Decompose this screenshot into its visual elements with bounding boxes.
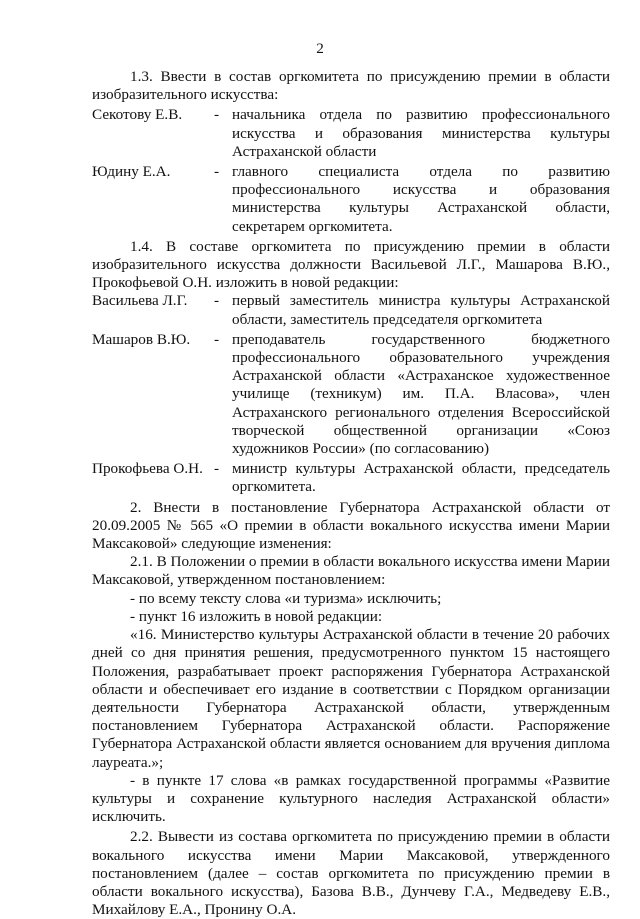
paragraph-1-4-intro: 1.4. В составе оргкомитета по присуждению премии в области изобразительного искусства должности Васильевой Л.Г., Машарова В.Ю., Прокофьевой О.Н. изложить в новой редакции: <box>92 237 610 292</box>
member-dash: - <box>214 292 220 310</box>
paragraph-1-3-intro: 1.3. Ввести в состав оргкомитета по присуждению премии в области изобразительного искусства: <box>92 68 610 104</box>
member-row <box>92 163 610 236</box>
member-name: Юдину Е.А. <box>92 163 171 181</box>
member-dash: - <box>214 106 220 124</box>
paragraph-2-1-quote: «16. Министерство культуры Астраханской области в течение 20 рабочих дней со дня принятия решения, предусмотренного пунктом 15 настоящего Положения, разрабатывает проект распоряжения Губернатора Астраханской области и обеспечивает его издание в соответствии с Порядком организации деятельности Губернатора Астраханской области, утвержденным постановлением Губернатора Астраханской области. Распоряжение Губернатора Астраханской области является основанием для вручения диплома лауреата.»; <box>92 626 610 771</box>
paragraph-2-2: 2.2. Вывести из состава оргкомитета по присуждению премии в области вокального искусства имени Марии Максаковой, утвержденного постановлением (далее – состав оргкомитета по присуждению премии в области вокального искусства), Базова В.В., Дунчеву Г.А., Медведеву Е.В., Михайлову Е.А., Пронину О.А. <box>92 828 610 919</box>
member-position: министр культуры Астраханской области, председатель оргкомитета. <box>232 460 610 496</box>
member-dash: - <box>214 163 220 181</box>
member-list-1-3 <box>92 106 610 235</box>
paragraph-2-1-item-b: - пункт 16 изложить в новой редакции: <box>130 607 383 625</box>
member-position: главного специалиста отдела по развитию профессионального искусства и образования министерства культуры Астраханской области, секретарем оргкомитета. <box>232 163 610 235</box>
member-position: преподаватель государственного бюджетного профессионального образовательного учреждения Астраханской области «Астраханское художественное училище (техникум) им. П.А. Власова», член Астраханского регионального отделения Всероссийской творческой общественной организации «Союз художников России» (по согласованию) <box>232 330 610 458</box>
page-number: 2 <box>316 40 324 57</box>
member-dash: - <box>214 330 220 348</box>
paragraph-2-1-item-a: - по всему тексту слова «и туризма» исключить; <box>130 589 442 607</box>
document-body <box>92 68 610 919</box>
member-list-1-4 <box>92 292 610 496</box>
member-name: Прокофьева О.Н. <box>92 460 203 478</box>
member-name: Машаров В.Ю. <box>92 330 191 348</box>
member-name: Секотову Е.В. <box>92 106 183 124</box>
member-position: первый заместитель министра культуры Астраханской области, заместитель председателя оргкомитета <box>232 292 610 328</box>
member-row <box>92 460 610 496</box>
member-row <box>92 292 610 328</box>
paragraph-2: 2. Внести в постановление Губернатора Астраханской области от 20.09.2005 № 565 «О премии в области вокального искусства имени Марии Максаковой» следующие изменения: <box>92 498 610 553</box>
member-position: начальника отдела по развитию профессионального искусства и образования министерства культуры Астраханской области <box>232 106 610 160</box>
member-row <box>92 331 610 458</box>
member-name: Васильева Л.Г. <box>92 292 188 310</box>
paragraph-2-1-item-c: - в пункте 17 слова «в рамках государственной программы «Развитие культуры и сохранение культурного наследия Астраханской области» исключить. <box>92 771 610 826</box>
member-row <box>92 106 610 161</box>
paragraph-2-1: 2.1. В Положении о премии в области вокального искусства имени Марии Максаковой, утвержденном постановлением: <box>92 553 610 589</box>
member-dash: - <box>214 460 220 478</box>
